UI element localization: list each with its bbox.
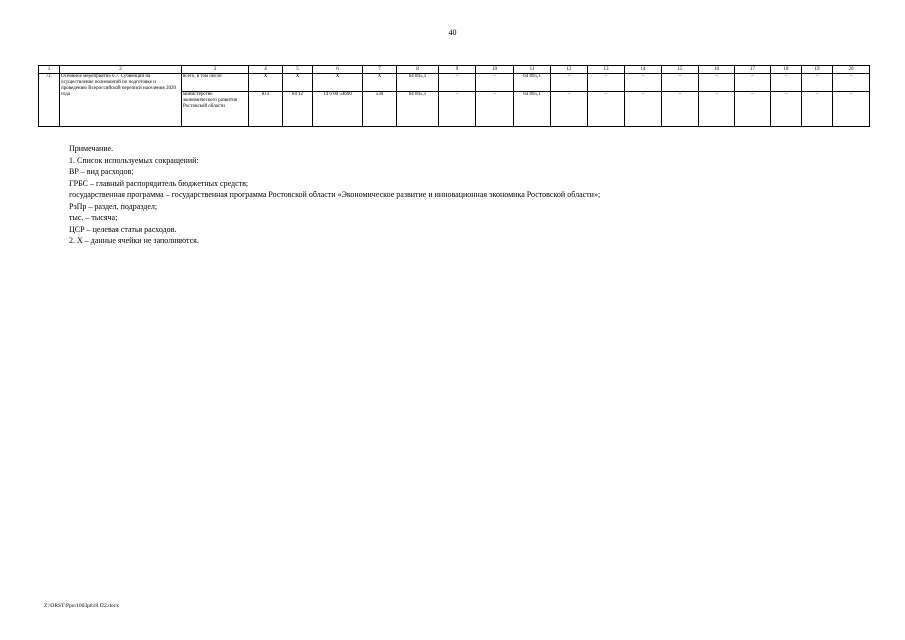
header-cell: 15 bbox=[662, 66, 699, 74]
value-cell: X bbox=[313, 74, 363, 92]
header-cell: 2 bbox=[60, 66, 182, 74]
note-line: ГРБС – главный распорядитель бюджетных средств; bbox=[69, 178, 249, 188]
file-path-footer: Z:\ORST\Ppo\1003p818.f22.docx bbox=[44, 603, 119, 609]
value-cell: – bbox=[439, 92, 476, 127]
table-row bbox=[39, 74, 870, 92]
header-cell: 8 bbox=[397, 66, 439, 74]
value-cell: 64 895,1 bbox=[514, 92, 551, 127]
value-cell: – bbox=[802, 92, 833, 127]
value-cell: 64 895,1 bbox=[397, 92, 439, 127]
header-cell: 3 bbox=[182, 66, 249, 74]
value-cell: – bbox=[439, 74, 476, 92]
value-cell: – bbox=[588, 92, 625, 127]
participant-cell: министерство экономического развития Ростовской области bbox=[182, 92, 249, 127]
value-cell: – bbox=[662, 92, 699, 127]
value-cell: – bbox=[551, 74, 588, 92]
notes-heading: Примечание. bbox=[69, 144, 114, 153]
page-number: 40 bbox=[448, 28, 457, 37]
header-cell: 14 bbox=[625, 66, 662, 74]
header-cell: 16 bbox=[699, 66, 735, 74]
header-cell: 19 bbox=[802, 66, 833, 74]
value-cell: – bbox=[551, 92, 588, 127]
value-cell: – bbox=[833, 92, 870, 127]
header-cell: 11 bbox=[514, 66, 551, 74]
value-cell: X bbox=[363, 74, 397, 92]
value-cell: – bbox=[699, 92, 735, 127]
budget-table bbox=[38, 65, 870, 127]
value-cell: – bbox=[625, 92, 662, 127]
header-cell: 4 bbox=[249, 66, 283, 74]
header-cell: 20 bbox=[833, 66, 870, 74]
note-line: 1. Список используемых сокращений: bbox=[69, 155, 199, 165]
notes-block bbox=[69, 143, 869, 247]
value-cell: 14 6 00 54690 bbox=[313, 92, 363, 127]
value-cell: – bbox=[735, 74, 771, 92]
value-cell: X bbox=[283, 74, 313, 92]
note-line: 2. X – данные ячейки не заполняются. bbox=[69, 236, 199, 245]
header-cell: 18 bbox=[771, 66, 802, 74]
value-cell: – bbox=[588, 74, 625, 92]
note-line: тыс. – тысяча; bbox=[69, 213, 118, 222]
value-cell: – bbox=[476, 74, 514, 92]
note-line: ВР – вид расходов; bbox=[69, 167, 134, 176]
table-header-row bbox=[39, 66, 870, 74]
value-cell: – bbox=[771, 74, 802, 92]
value-cell: – bbox=[802, 74, 833, 92]
value-cell: – bbox=[699, 74, 735, 92]
header-cell: 13 bbox=[588, 66, 625, 74]
header-cell: 12 bbox=[551, 66, 588, 74]
header-cell: 7 bbox=[363, 66, 397, 74]
value-cell: X bbox=[249, 74, 283, 92]
value-cell: – bbox=[771, 92, 802, 127]
header-cell: 10 bbox=[476, 66, 514, 74]
value-cell: – bbox=[476, 92, 514, 127]
header-cell: 1 bbox=[39, 66, 60, 74]
row-number-cell: 71. bbox=[39, 74, 60, 127]
value-cell: 64 895,1 bbox=[397, 74, 439, 92]
value-cell: 04 12 bbox=[283, 92, 313, 127]
participant-cell: всего, в том числе: bbox=[182, 74, 249, 92]
header-cell: 17 bbox=[735, 66, 771, 74]
header-cell: 6 bbox=[313, 66, 363, 74]
header-cell: 9 bbox=[439, 66, 476, 74]
note-line: РзПр – раздел, подраздел; bbox=[69, 201, 158, 211]
header-cell: 5 bbox=[283, 66, 313, 74]
value-cell: 813 bbox=[249, 92, 283, 127]
note-line: государственная программа – государственная программа Ростовской области «Экономическое развитие и инновационная экономика Ростовской области»; bbox=[69, 190, 601, 199]
note-line: ЦСР – целевая статья расходов. bbox=[69, 224, 177, 234]
value-cell: – bbox=[833, 74, 870, 92]
value-cell: – bbox=[625, 74, 662, 92]
event-name-cell: Основное мероприятие 6.7. Субвенции на осуществление полномочий по подготовке и проведению Всероссийской переписи населения 2020 года bbox=[60, 74, 182, 127]
value-cell: 64 895,1 bbox=[514, 74, 551, 92]
value-cell: – bbox=[735, 92, 771, 127]
value-cell: – bbox=[662, 74, 699, 92]
value-cell: 530 bbox=[363, 92, 397, 127]
